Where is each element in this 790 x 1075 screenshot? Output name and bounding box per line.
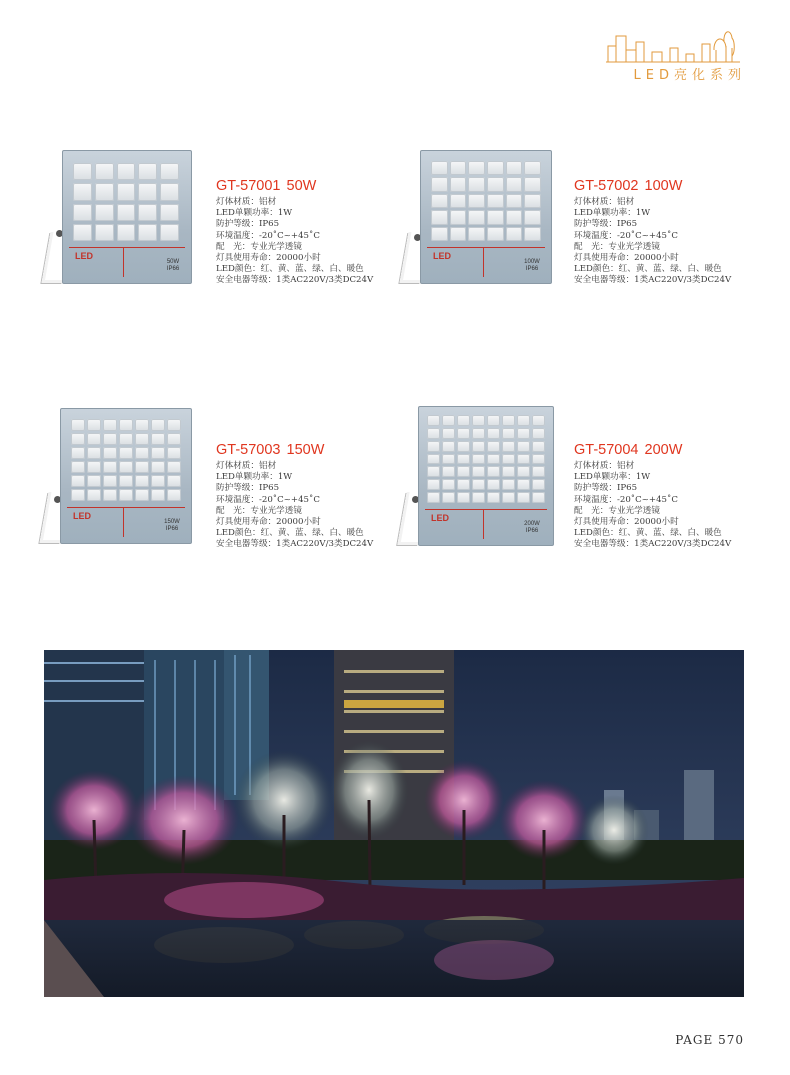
lamp-watt-label: 200W <box>524 521 540 527</box>
series-title: LED亮化系列 <box>633 68 746 83</box>
product-image-2 <box>402 148 554 286</box>
product-image-1 <box>44 148 194 286</box>
spec-line: LED颜色：红、黄、蓝、绿、白、暖色 <box>574 264 722 275</box>
spec-line: 灯具使用寿命：20000小时 <box>216 517 321 528</box>
spec-line: 安全电器等级：1类AC220V/3类DC24V <box>216 275 374 286</box>
product-image-4 <box>398 404 556 548</box>
lamp-led-label: LED <box>433 251 451 261</box>
spec-line: 环境温度：-20˚C~+45˚C <box>216 494 320 505</box>
product-image-3 <box>40 406 194 546</box>
model-watt: 200W <box>644 442 683 458</box>
spec-line: 配 光：专业光学透镜 <box>574 241 660 252</box>
spec-line: LED颜色：红、黄、蓝、绿、白、暖色 <box>216 264 364 275</box>
product-model <box>574 442 764 458</box>
spec-line: LED单颗功率：1W <box>216 472 293 483</box>
lamp-ip-label: IP66 <box>525 266 539 272</box>
product-info-2 <box>574 178 764 287</box>
model-number: GT-57002 <box>574 178 639 194</box>
spec-line: LED单颗功率：1W <box>574 472 651 483</box>
lamp-ip-label: IP66 <box>525 528 539 534</box>
product-info-1 <box>216 178 406 287</box>
page-number: PAGE 570 <box>675 1033 744 1047</box>
skyline-icon <box>606 28 746 64</box>
model-number: GT-57001 <box>216 178 281 194</box>
spec-line: 灯具使用寿命：20000小时 <box>216 253 321 264</box>
spec-line: 防护等级：IP65 <box>574 483 638 494</box>
spec-line: 防护等级：IP65 <box>216 219 280 230</box>
spec-line: 灯体材质：铝材 <box>574 461 635 471</box>
spec-line: 环境温度：-20˚C~+45˚C <box>216 230 320 241</box>
lamp-led-label: LED <box>73 511 91 521</box>
spec-line: 环境温度：-20˚C~+45˚C <box>574 494 678 505</box>
lamp-ip-label: IP66 <box>166 266 180 272</box>
product-model <box>574 178 764 194</box>
spec-line: 灯具使用寿命：20000小时 <box>574 517 679 528</box>
spec-line: LED单颗功率：1W <box>216 208 293 219</box>
lamp-led-label: LED <box>431 513 449 523</box>
spec-line: 防护等级：IP65 <box>216 483 280 494</box>
model-watt: 50W <box>286 178 317 194</box>
product-info-3 <box>216 442 406 551</box>
spec-line: 灯体材质：铝材 <box>216 461 277 471</box>
product-info-4 <box>574 442 764 551</box>
spec-line: 配 光：专业光学透镜 <box>574 505 660 516</box>
spec-line: 配 光：专业光学透镜 <box>216 505 302 516</box>
night-landscape-photo <box>44 650 744 997</box>
spec-line: 灯体材质：铝材 <box>216 197 277 207</box>
lamp-watt-label: 100W <box>524 259 540 265</box>
model-number: GT-57004 <box>574 442 639 458</box>
lamp-watt-label: 150W <box>164 519 180 525</box>
spec-line: 灯体材质：铝材 <box>574 197 635 207</box>
spec-line: 安全电器等级：1类AC220V/3类DC24V <box>574 539 732 550</box>
spec-line: LED单颗功率：1W <box>574 208 651 219</box>
spec-line: 环境温度：-20˚C~+45˚C <box>574 230 678 241</box>
spec-line: 灯具使用寿命：20000小时 <box>574 253 679 264</box>
spec-line: 安全电器等级：1类AC220V/3类DC24V <box>216 539 374 550</box>
lamp-watt-label: 50W <box>166 259 180 265</box>
spec-line: LED颜色：红、黄、蓝、绿、白、暖色 <box>574 528 722 539</box>
model-number: GT-57003 <box>216 442 281 458</box>
model-watt: 150W <box>286 442 325 458</box>
spec-line: 配 光：专业光学透镜 <box>216 241 302 252</box>
model-watt: 100W <box>644 178 683 194</box>
lamp-led-label: LED <box>75 251 93 261</box>
product-model <box>216 442 406 458</box>
spec-line: LED颜色：红、黄、蓝、绿、白、暖色 <box>216 528 364 539</box>
spec-line: 安全电器等级：1类AC220V/3类DC24V <box>574 275 732 286</box>
lamp-ip-label: IP66 <box>165 526 179 532</box>
product-model <box>216 178 406 194</box>
spec-line: 防护等级：IP65 <box>574 219 638 230</box>
